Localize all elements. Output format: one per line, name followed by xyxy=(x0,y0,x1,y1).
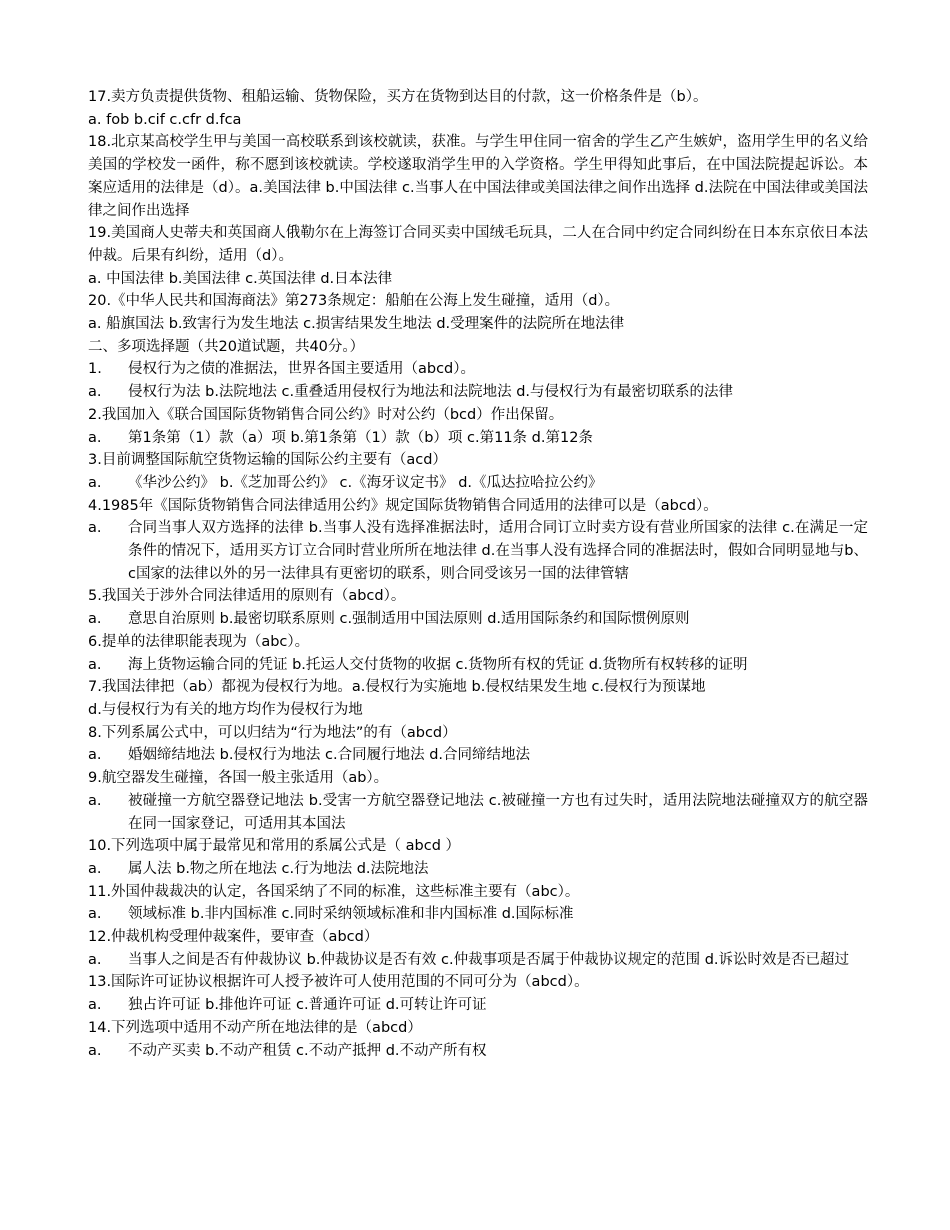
option-text: 《华沙公约》 b.《芝加哥公约》 c.《海牙议定书》 d.《瓜达拉哈拉公约》 xyxy=(128,474,603,491)
answer-options xyxy=(88,427,868,450)
option-text: 被碰撞一方航空器登记地法 b.受害一方航空器登记地法 c.被碰撞一方也有过失时，适用法院地法碰撞双方的航空器在同一国家登记，可适用其本国法 xyxy=(128,792,868,832)
answer-options xyxy=(88,381,868,404)
text-line: a. 中国法律 b.美国法律 c.英国法律 d.日本法律 xyxy=(88,270,393,287)
text-line: 17.卖方负责提供货物、租船运输、货物保险，买方在货物到达目的付款，这一价格条件是（b）。 xyxy=(88,89,708,105)
text-line: d.与侵权行为有关的地方均作为侵权行为地 xyxy=(88,701,363,718)
answer-options xyxy=(88,858,868,881)
text-line: 13.国际许可证协议根据许可人授予被许可人使用范围的不同可分为（abcd）。 xyxy=(88,974,589,991)
option-label: a. xyxy=(88,860,102,877)
option-label: a. xyxy=(88,520,102,537)
option-text: 侵权行为法 b.法院地法 c.重叠适用侵权行为地法和法院地法 d.与侵权行为有最密切联系的法律 xyxy=(128,384,734,401)
option-text: 合同当事人双方选择的法律 b.当事人没有选择准据法时，适用合同订立时卖方设有营业所国家的法律 c.在满足一定条件的情况下，适用买方订立合同时营业所所在地法律 d.在当事人没有选择合同的准据法时，假如合同明显地与b、c国家的法律以外的另一法律具有更密切的联系，则合同受该另一国的法律管辖 xyxy=(128,520,868,582)
answer-options xyxy=(88,472,868,495)
text-line: 4.1985年《国际货物销售合同法律适用公约》规定国际货物销售合同适用的法律可以是（abcd）。 xyxy=(88,497,718,514)
option-label: a. xyxy=(88,792,102,809)
answer-options xyxy=(88,358,868,381)
answer-options xyxy=(88,994,868,1017)
text-line: 3.目前调整国际航空货物运输的国际公约主要有（acd） xyxy=(88,452,447,469)
option-label: 1. xyxy=(88,361,102,378)
text-line: 9.航空器发生碰撞，各国一般主张适用（ab）。 xyxy=(88,770,389,787)
option-label: a. xyxy=(88,951,102,968)
text-line: 8.下列系属公式中，可以归结为“行为地法”的有（abcd） xyxy=(88,724,457,741)
option-label: a. xyxy=(88,1042,102,1059)
text-line: 18.北京某高校学生甲与美国一高校联系到该校就读，获准。与学生甲住同一宿舍的学生乙产生嫉妒，盗用学生甲的名义给美国的学校发一函件，称不愿到该校就读。学校遂取消学生甲的入学资格。学生甲得知此事后，在中国法院提起诉讼。本案应适用的法律是（d）。a.美国法律 b.中国法律 c.当事人在中国法律或美国法律之间作出选择 d.法院在中国法律或美国法律之间作出选择 xyxy=(88,134,868,219)
answer-options xyxy=(88,790,868,835)
option-label: a. xyxy=(88,611,102,628)
option-text: 不动产买卖 b.不动产租赁 c.不动产抵押 d.不动产所有权 xyxy=(128,1042,487,1059)
answer-options xyxy=(88,949,868,972)
option-text: 当事人之间是否有仲裁协议 b.仲裁协议是否有效 c.仲裁事项是否属于仲裁协议规定的范围 d.诉讼时效是否已超过 xyxy=(128,951,850,968)
option-label: a. xyxy=(88,906,102,923)
option-text: 独占许可证 b.排他许可证 c.普通许可证 d.可转让许可证 xyxy=(128,997,487,1014)
text-line: 12.仲裁机构受理仲裁案件，要审查（abcd） xyxy=(88,929,379,946)
option-text: 领域标准 b.非内国标准 c.同时采纳领域标准和非内国标准 d.国际标准 xyxy=(128,906,574,923)
text-line: 20.《中华人民共和国海商法》第273条规定：船舶在公海上发生碰撞，适用（d）。 xyxy=(88,293,620,310)
answer-options xyxy=(88,608,868,631)
text-line: 11.外国仲裁裁决的认定，各国采纳了不同的标准，这些标准主要有（abc）。 xyxy=(88,883,580,900)
text-line: 7.我国法律把（ab）都视为侵权行为地。a.侵权行为实施地 b.侵权结果发生地 c.侵权行为预谋地 xyxy=(88,679,706,696)
document-page xyxy=(88,86,868,1062)
option-label: a. xyxy=(88,429,102,446)
option-label: a. xyxy=(88,384,102,401)
answer-options xyxy=(88,517,868,585)
text-line: 19.美国商人史蒂夫和英国商人俄勒尔在上海签订合同买卖中国绒毛玩具，二人在合同中约定合同纠纷在日本东京依日本法仲裁。后果有纠纷，适用（d）。 xyxy=(88,225,868,264)
text-line: 6.提单的法律职能表现为（abc）。 xyxy=(88,633,310,650)
text-line: a. fob b.cif c.cfr d.fca xyxy=(88,111,242,128)
text-line: 5.我国关于涉外合同法律适用的原则有（abcd）。 xyxy=(88,588,406,605)
option-label: a. xyxy=(88,747,102,764)
text-line: 2.我国加入《联合国国际货物销售合同公约》时对公约（bcd）作出保留。 xyxy=(88,406,564,423)
option-text: 属人法 b.物之所在地法 c.行为地法 d.法院地法 xyxy=(128,860,429,877)
text-line: 二、多项选择题（共20道试题，共40分。） xyxy=(88,338,365,355)
answer-options xyxy=(88,903,868,926)
option-text: 侵权行为之债的准据法，世界各国主要适用（abcd）。 xyxy=(128,361,476,378)
option-text: 意思自治原则 b.最密切联系原则 c.强制适用中国法原则 d.适用国际条约和国际惯例原则 xyxy=(128,611,690,628)
answer-options xyxy=(88,1040,868,1063)
text-line: 14.下列选项中适用不动产所在地法律的是（abcd） xyxy=(88,1019,422,1036)
option-label: a. xyxy=(88,656,102,673)
option-text: 婚姻缔结地法 b.侵权行为地法 c.合同履行地法 d.合同缔结地法 xyxy=(128,747,531,764)
text-line: a. 船旗国法 b.致害行为发生地法 c.损害结果发生地法 d.受理案件的法院所在地法律 xyxy=(88,316,625,333)
option-label: a. xyxy=(88,474,102,491)
option-text: 第1条第（1）款（a）项 b.第1条第（1）款（b）项 c.第11条 d.第12条 xyxy=(128,429,593,446)
option-label: a. xyxy=(88,997,102,1014)
answer-options xyxy=(88,654,868,677)
text-line: 10.下列选项中属于最常见和常用的系属公式是（ abcd ） xyxy=(88,838,461,855)
answer-options xyxy=(88,744,868,767)
option-text: 海上货物运输合同的凭证 b.托运人交付货物的收据 c.货物所有权的凭证 d.货物所有权转移的证明 xyxy=(128,656,748,673)
